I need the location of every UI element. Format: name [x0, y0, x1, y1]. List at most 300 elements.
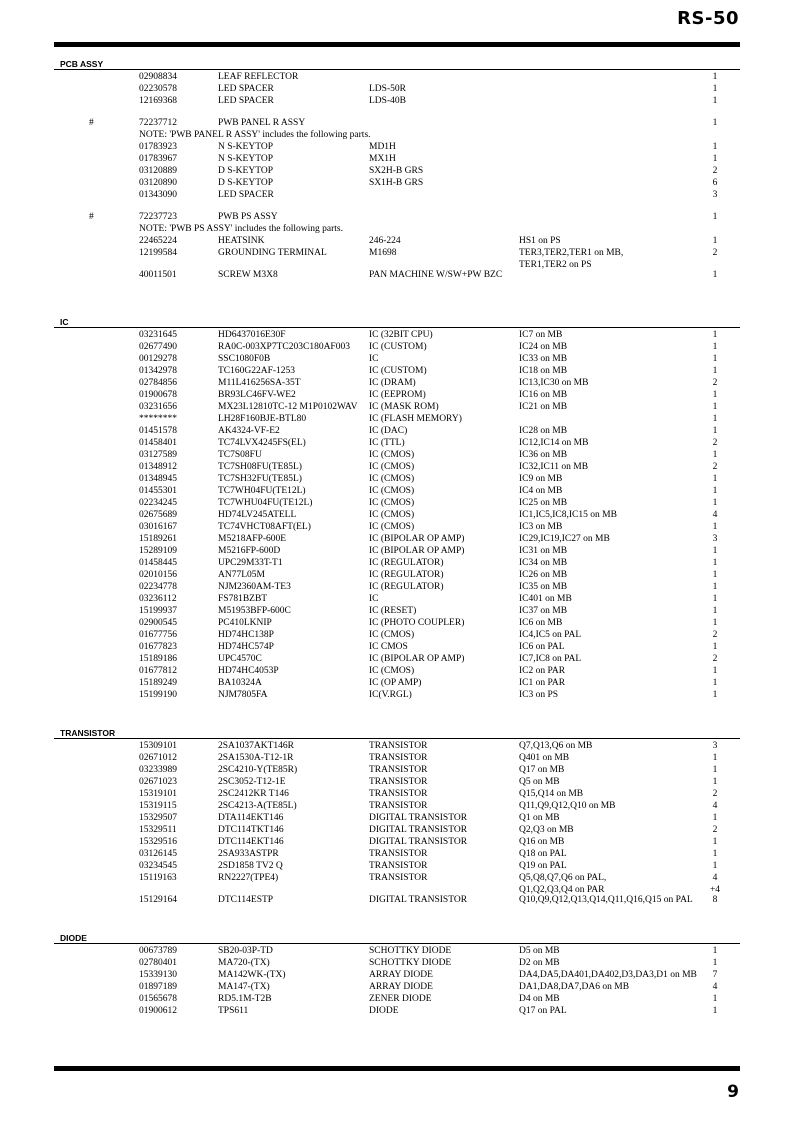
part-quantity: [705, 329, 725, 341]
part-number: 01343090: [139, 190, 177, 200]
part-row: [0, 341, 793, 353]
part-row: [0, 247, 793, 269]
part-number: 15199937: [139, 606, 177, 616]
quantity-value: 1: [712, 849, 718, 859]
part-description: DTA114EKT146: [218, 813, 284, 823]
part-location: [519, 776, 560, 788]
part-location: [519, 235, 561, 247]
part-location: [519, 545, 567, 557]
quantity-value: 4: [712, 982, 718, 992]
location-line: IC25 on MB: [519, 498, 568, 508]
part-number: 01677756: [139, 630, 177, 640]
quantity-value: 2: [712, 789, 718, 799]
location-line: IC12,IC14 on MB: [519, 438, 589, 448]
quantity-value: 1: [712, 753, 718, 763]
quantity-value: 1: [712, 861, 718, 871]
part-quantity: [705, 581, 725, 593]
part-description: LH28F160BJE-BTL80: [218, 414, 307, 424]
part-spec: IC CMOS: [369, 642, 408, 652]
part-quantity: [705, 449, 725, 461]
part-spec: TRANSISTOR: [369, 741, 428, 751]
part-spec: IC(V.RGL): [369, 690, 412, 700]
part-location: [519, 788, 583, 800]
quantity-value: 1: [712, 666, 718, 676]
part-description: HD74HC138P: [218, 630, 274, 640]
part-quantity: [705, 235, 725, 247]
location-line: TER1,TER2 on PS: [519, 260, 592, 270]
part-spec: IC (CMOS): [369, 498, 415, 508]
part-spec: IC (BIPOLAR OP AMP): [369, 534, 465, 544]
part-description: HD6437016E30F: [218, 330, 286, 340]
part-spec: IC (BIPOLAR OP AMP): [369, 654, 465, 664]
part-description: SCREW M3X8: [218, 270, 278, 280]
quantity-value: 1: [712, 570, 718, 580]
part-location: [519, 800, 616, 812]
part-location: [519, 473, 562, 485]
part-description: MX23L12810TC-12 M1P0102WAV: [218, 402, 358, 412]
part-spec: TRANSISTOR: [369, 849, 428, 859]
part-row: [0, 545, 793, 557]
part-spec: TRANSISTOR: [369, 777, 428, 787]
part-location: [519, 401, 567, 413]
note-text: NOTE: 'PWB PANEL R ASSY' includes the following parts.: [139, 130, 371, 140]
quantity-value: 3: [712, 534, 718, 544]
part-location: [519, 812, 560, 824]
part-quantity: [705, 617, 725, 629]
part-quantity: [705, 545, 725, 557]
location-line: IC6 on PAL: [519, 642, 565, 652]
location-line: IC4 on MB: [519, 486, 563, 496]
part-row: [0, 497, 793, 509]
part-row: [0, 641, 793, 653]
part-spec: IC (CMOS): [369, 666, 415, 676]
location-line: IC29,IC19,IC27 on MB: [519, 534, 610, 544]
location-line: TER3,TER2,TER1 on MB,: [519, 248, 624, 258]
part-spec: IC (CMOS): [369, 474, 415, 484]
page-number: 9: [727, 1082, 739, 1102]
part-quantity: [705, 800, 725, 812]
part-description: D S-KEYTOP: [218, 178, 273, 188]
part-number: 01677823: [139, 642, 177, 652]
location-line: IC2 on PAR: [519, 666, 566, 676]
quantity-value: 1: [712, 558, 718, 568]
location-line: Q7,Q13,Q6 on MB: [519, 741, 593, 751]
part-description: 2SA1037AKT146R: [218, 741, 295, 751]
part-location: [519, 329, 562, 341]
part-number: 00673789: [139, 946, 177, 956]
part-row: [0, 189, 793, 201]
part-quantity: [705, 593, 725, 605]
part-spec: IC (FLASH MEMORY): [369, 414, 462, 424]
part-row: [0, 677, 793, 689]
part-quantity: [705, 945, 725, 957]
part-number: 02234778: [139, 582, 177, 592]
part-number: 03231656: [139, 402, 177, 412]
part-spec: IC: [369, 594, 379, 604]
part-row: [0, 981, 793, 993]
part-spec: TRANSISTOR: [369, 873, 428, 883]
parts-list: [0, 740, 793, 906]
part-quantity: [705, 605, 725, 617]
part-row: [0, 437, 793, 449]
location-line: IC35 on MB: [519, 582, 568, 592]
part-row: [0, 141, 793, 153]
location-line: IC4,IC5 on PAL: [519, 630, 582, 640]
quantity-value: 4: [712, 801, 718, 811]
part-row: [0, 353, 793, 365]
quantity-value: 3: [712, 741, 718, 751]
part-spec: IC (RESET): [369, 606, 417, 616]
part-row: [0, 485, 793, 497]
part-spec: SX2H-B GRS: [369, 166, 424, 176]
part-number: 01451578: [139, 426, 177, 436]
quantity-value: 1: [712, 154, 718, 164]
location-line: DA1,DA8,DA7,DA6 on MB: [519, 982, 630, 992]
part-row: [0, 71, 793, 83]
part-description: AK4324-VF-E2: [218, 426, 280, 436]
part-spec: IC (CUSTOM): [369, 366, 427, 376]
part-row: [0, 521, 793, 533]
part-location: [519, 485, 562, 497]
part-number: 01897189: [139, 982, 177, 992]
part-quantity: [705, 677, 725, 689]
part-row: [0, 365, 793, 377]
part-row: [0, 581, 793, 593]
quantity-value: 1: [712, 546, 718, 556]
part-quantity: [705, 629, 725, 641]
part-number: 01900612: [139, 1006, 177, 1016]
part-quantity: [705, 981, 725, 993]
part-quantity: [705, 425, 725, 437]
part-description: 2SD1858 TV2 Q: [218, 861, 283, 871]
part-description: LED SPACER: [218, 84, 274, 94]
part-description: M5216FP-600D: [218, 546, 281, 556]
part-location: [519, 569, 567, 581]
section-title: PCB ASSY: [60, 59, 104, 69]
quantity-value: 2: [712, 462, 718, 472]
part-spec: TRANSISTOR: [369, 753, 428, 763]
part-number: 15319101: [139, 789, 177, 799]
part-row: [0, 83, 793, 95]
location-line: IC24 on MB: [519, 342, 568, 352]
part-row: [0, 153, 793, 165]
part-row: [0, 617, 793, 629]
part-quantity: [705, 473, 725, 485]
part-description: TC7WHU04FU(TE12L): [218, 498, 313, 508]
part-quantity: [705, 497, 725, 509]
location-line: IC1,IC5,IC8,IC15 on MB: [519, 510, 617, 520]
part-spec: TRANSISTOR: [369, 765, 428, 775]
part-description: SB20-03P-TD: [218, 946, 273, 956]
part-spec: ARRAY DIODE: [369, 970, 433, 980]
quantity-value: 1: [712, 946, 718, 956]
part-description: HD74HC4053P: [218, 666, 279, 676]
model-title: RS-50: [677, 8, 739, 29]
quantity-value: 1: [712, 84, 718, 94]
part-number: 12169368: [139, 96, 177, 106]
part-location: [519, 945, 560, 957]
part-quantity: [705, 848, 725, 860]
part-quantity: [705, 401, 725, 413]
part-quantity: [705, 389, 725, 401]
part-row: [0, 533, 793, 545]
part-row: [0, 235, 793, 247]
location-line: Q18 on PAL: [519, 849, 567, 859]
part-quantity: [705, 653, 725, 665]
quantity-value: 2: [712, 630, 718, 640]
quantity-value: 4: [712, 510, 718, 520]
part-quantity: [705, 95, 725, 107]
quantity-value: 1: [712, 690, 718, 700]
part-spec: IC (CMOS): [369, 450, 415, 460]
part-quantity: [705, 71, 725, 83]
part-number: 72237723: [139, 212, 177, 222]
part-row: [0, 812, 793, 824]
location-line: D4 on MB: [519, 994, 560, 1004]
assembly-mark: #: [89, 212, 94, 222]
part-quantity: [705, 165, 725, 177]
part-location: [519, 894, 693, 906]
part-description: TC74VHCT08AFT(EL): [218, 522, 311, 532]
part-quantity: [705, 740, 725, 752]
part-number: 15319115: [139, 801, 177, 811]
part-number: 02677490: [139, 342, 177, 352]
part-quantity: [705, 141, 725, 153]
part-quantity: [705, 437, 725, 449]
quantity-value: 1: [712, 498, 718, 508]
quantity-value: 1: [712, 366, 718, 376]
part-description: TC74LVX4245FS(EL): [218, 438, 306, 448]
part-description: NJM2360AM-TE3: [218, 582, 291, 592]
part-location: [519, 497, 567, 509]
part-location: [519, 509, 617, 521]
location-line: IC7 on MB: [519, 330, 563, 340]
part-number: 03016167: [139, 522, 177, 532]
part-description: 2SC4210-Y(TE85R): [218, 765, 298, 775]
part-row: [0, 860, 793, 872]
part-row: [0, 653, 793, 665]
part-quantity: [705, 353, 725, 365]
part-description: TC7WH04FU(TE12L): [218, 486, 306, 496]
part-number: 02671023: [139, 777, 177, 787]
location-line: IC26 on MB: [519, 570, 568, 580]
quantity-value: 3: [712, 190, 718, 200]
part-row: [0, 211, 793, 223]
location-line: Q5 on MB: [519, 777, 560, 787]
part-spec: IC (REGULATOR): [369, 582, 444, 592]
quantity-value: 1: [712, 522, 718, 532]
part-number: 01348912: [139, 462, 177, 472]
part-description: HEATSINK: [218, 236, 265, 246]
part-row: [0, 894, 793, 906]
part-quantity: [705, 269, 725, 281]
quantity-value: 1: [712, 777, 718, 787]
part-quantity: [705, 764, 725, 776]
part-quantity: [705, 189, 725, 201]
part-description: TC7SH32FU(TE85L): [218, 474, 302, 484]
part-spec: TRANSISTOR: [369, 801, 428, 811]
quantity-value: 2: [712, 438, 718, 448]
part-row: [0, 461, 793, 473]
part-number: 03231645: [139, 330, 177, 340]
location-line: IC31 on MB: [519, 546, 568, 556]
part-row: [0, 413, 793, 425]
part-spec: IC: [369, 354, 379, 364]
part-number: ********: [139, 414, 177, 424]
part-location: [519, 353, 567, 365]
part-description: SSC1080F0B: [218, 354, 271, 364]
part-description: RN2227(TPE4): [218, 873, 279, 883]
location-line: Q1 on MB: [519, 813, 560, 823]
part-spec: ARRAY DIODE: [369, 982, 433, 992]
part-number: 15189249: [139, 678, 177, 688]
part-row: [0, 177, 793, 189]
part-location: [519, 389, 567, 401]
part-quantity: [705, 247, 725, 259]
part-spec: IC (EEPROM): [369, 390, 426, 400]
part-number: 01565678: [139, 994, 177, 1004]
part-row: [0, 605, 793, 617]
part-description: HD74LV245ATELL: [218, 510, 297, 520]
part-number: 02230578: [139, 84, 177, 94]
part-location: [519, 957, 560, 969]
part-number: 01455301: [139, 486, 177, 496]
part-number: 02780401: [139, 958, 177, 968]
part-description: TPS611: [218, 1006, 249, 1016]
section-title: TRANSISTOR: [60, 728, 116, 738]
part-number: 15129164: [139, 895, 177, 905]
quantity-value: 1: [712, 142, 718, 152]
part-number: 02671012: [139, 753, 177, 763]
part-spec: IC (PHOTO COUPLER): [369, 618, 465, 628]
quantity-value: +4: [709, 885, 721, 895]
part-quantity: [705, 413, 725, 425]
part-spec: DIGITAL TRANSISTOR: [369, 813, 468, 823]
part-quantity: [705, 377, 725, 389]
part-description: M51953BFP-600C: [218, 606, 291, 616]
quantity-value: 1: [712, 96, 718, 106]
part-quantity: [705, 485, 725, 497]
row-spacer: [0, 107, 793, 117]
part-number: 12199584: [139, 248, 177, 258]
part-row: [0, 969, 793, 981]
part-spec: PAN MACHINE W/SW+PW BZC: [369, 270, 503, 280]
part-row: [0, 165, 793, 177]
header-rule: [54, 42, 740, 47]
part-spec: ZENER DIODE: [369, 994, 432, 1004]
part-number: 15329516: [139, 837, 177, 847]
part-quantity: [705, 1005, 725, 1017]
part-description: MA147-(TX): [218, 982, 270, 992]
part-row: [0, 569, 793, 581]
part-row: [0, 269, 793, 281]
part-location: [519, 557, 567, 569]
part-description: TC7S08FU: [218, 450, 262, 460]
assembly-note: [0, 129, 793, 141]
part-location: [519, 581, 567, 593]
quantity-value: 1: [712, 813, 718, 823]
part-description: 2SA1530A-T12-1R: [218, 753, 294, 763]
part-location: [519, 461, 588, 473]
part-number: 15189186: [139, 654, 177, 664]
location-line: IC401 on MB: [519, 594, 572, 604]
part-spec: IC (BIPOLAR OP AMP): [369, 546, 465, 556]
part-row: [0, 95, 793, 107]
part-spec: SCHOTTKY DIODE: [369, 958, 452, 968]
part-number: 02675689: [139, 510, 177, 520]
part-number: 03126145: [139, 849, 177, 859]
part-spec: DIGITAL TRANSISTOR: [369, 895, 468, 905]
part-number: 03127589: [139, 450, 177, 460]
assembly-note: [0, 223, 793, 235]
quantity-value: 1: [712, 837, 718, 847]
part-description: PWB PANEL R ASSY: [218, 118, 306, 128]
quantity-value: 1: [712, 72, 718, 82]
part-quantity: [705, 557, 725, 569]
part-number: 72237712: [139, 118, 177, 128]
location-line: Q2,Q3 on MB: [519, 825, 574, 835]
part-location: [519, 247, 623, 271]
quantity-value: 1: [712, 474, 718, 484]
part-description: M11L416256SA-35T: [218, 378, 301, 388]
part-spec: IC (REGULATOR): [369, 570, 444, 580]
part-location: [519, 824, 574, 836]
location-line: IC18 on MB: [519, 366, 568, 376]
part-spec: IC (CMOS): [369, 486, 415, 496]
part-spec: IC (CUSTOM): [369, 342, 427, 352]
part-description: TC160G22AF-1253: [218, 366, 296, 376]
location-line: Q16 on MB: [519, 837, 565, 847]
location-line: IC21 on MB: [519, 402, 568, 412]
part-number: 15339130: [139, 970, 177, 980]
part-description: MA142WK-(TX): [218, 970, 286, 980]
part-quantity: [705, 177, 725, 189]
part-number: 02908834: [139, 72, 177, 82]
part-row: [0, 473, 793, 485]
part-spec: DIGITAL TRANSISTOR: [369, 837, 468, 847]
part-description: MA720-(TX): [218, 958, 270, 968]
location-line: DA4,DA5,DA401,DA402,D3,DA3,D1 on MB: [519, 970, 697, 980]
location-line: D2 on MB: [519, 958, 560, 968]
location-line: Q19 on PAL: [519, 861, 567, 871]
location-line: Q11,Q9,Q12,Q10 on MB: [519, 801, 616, 811]
part-row: [0, 557, 793, 569]
part-location: [519, 617, 562, 629]
part-spec: IC (OP AMP): [369, 678, 422, 688]
part-location: [519, 653, 581, 665]
part-quantity: [705, 509, 725, 521]
part-spec: IC (MASK ROM): [369, 402, 439, 412]
part-row: [0, 945, 793, 957]
section-title: DIODE: [60, 933, 87, 943]
part-spec: SCHOTTKY DIODE: [369, 946, 452, 956]
part-row: [0, 776, 793, 788]
part-location: [519, 981, 629, 993]
part-location: [519, 689, 558, 701]
part-row: [0, 593, 793, 605]
parts-list: [0, 945, 793, 1017]
quantity-value: 8: [712, 895, 718, 905]
part-quantity: [705, 969, 725, 981]
part-quantity: [705, 521, 725, 533]
quantity-value: 7: [712, 970, 718, 980]
part-quantity: [705, 872, 725, 896]
part-description: HD74HC574P: [218, 642, 274, 652]
part-spec: LDS-50R: [369, 84, 406, 94]
section-divider: [54, 738, 740, 739]
quantity-value: 1: [712, 354, 718, 364]
part-location: [519, 872, 606, 896]
